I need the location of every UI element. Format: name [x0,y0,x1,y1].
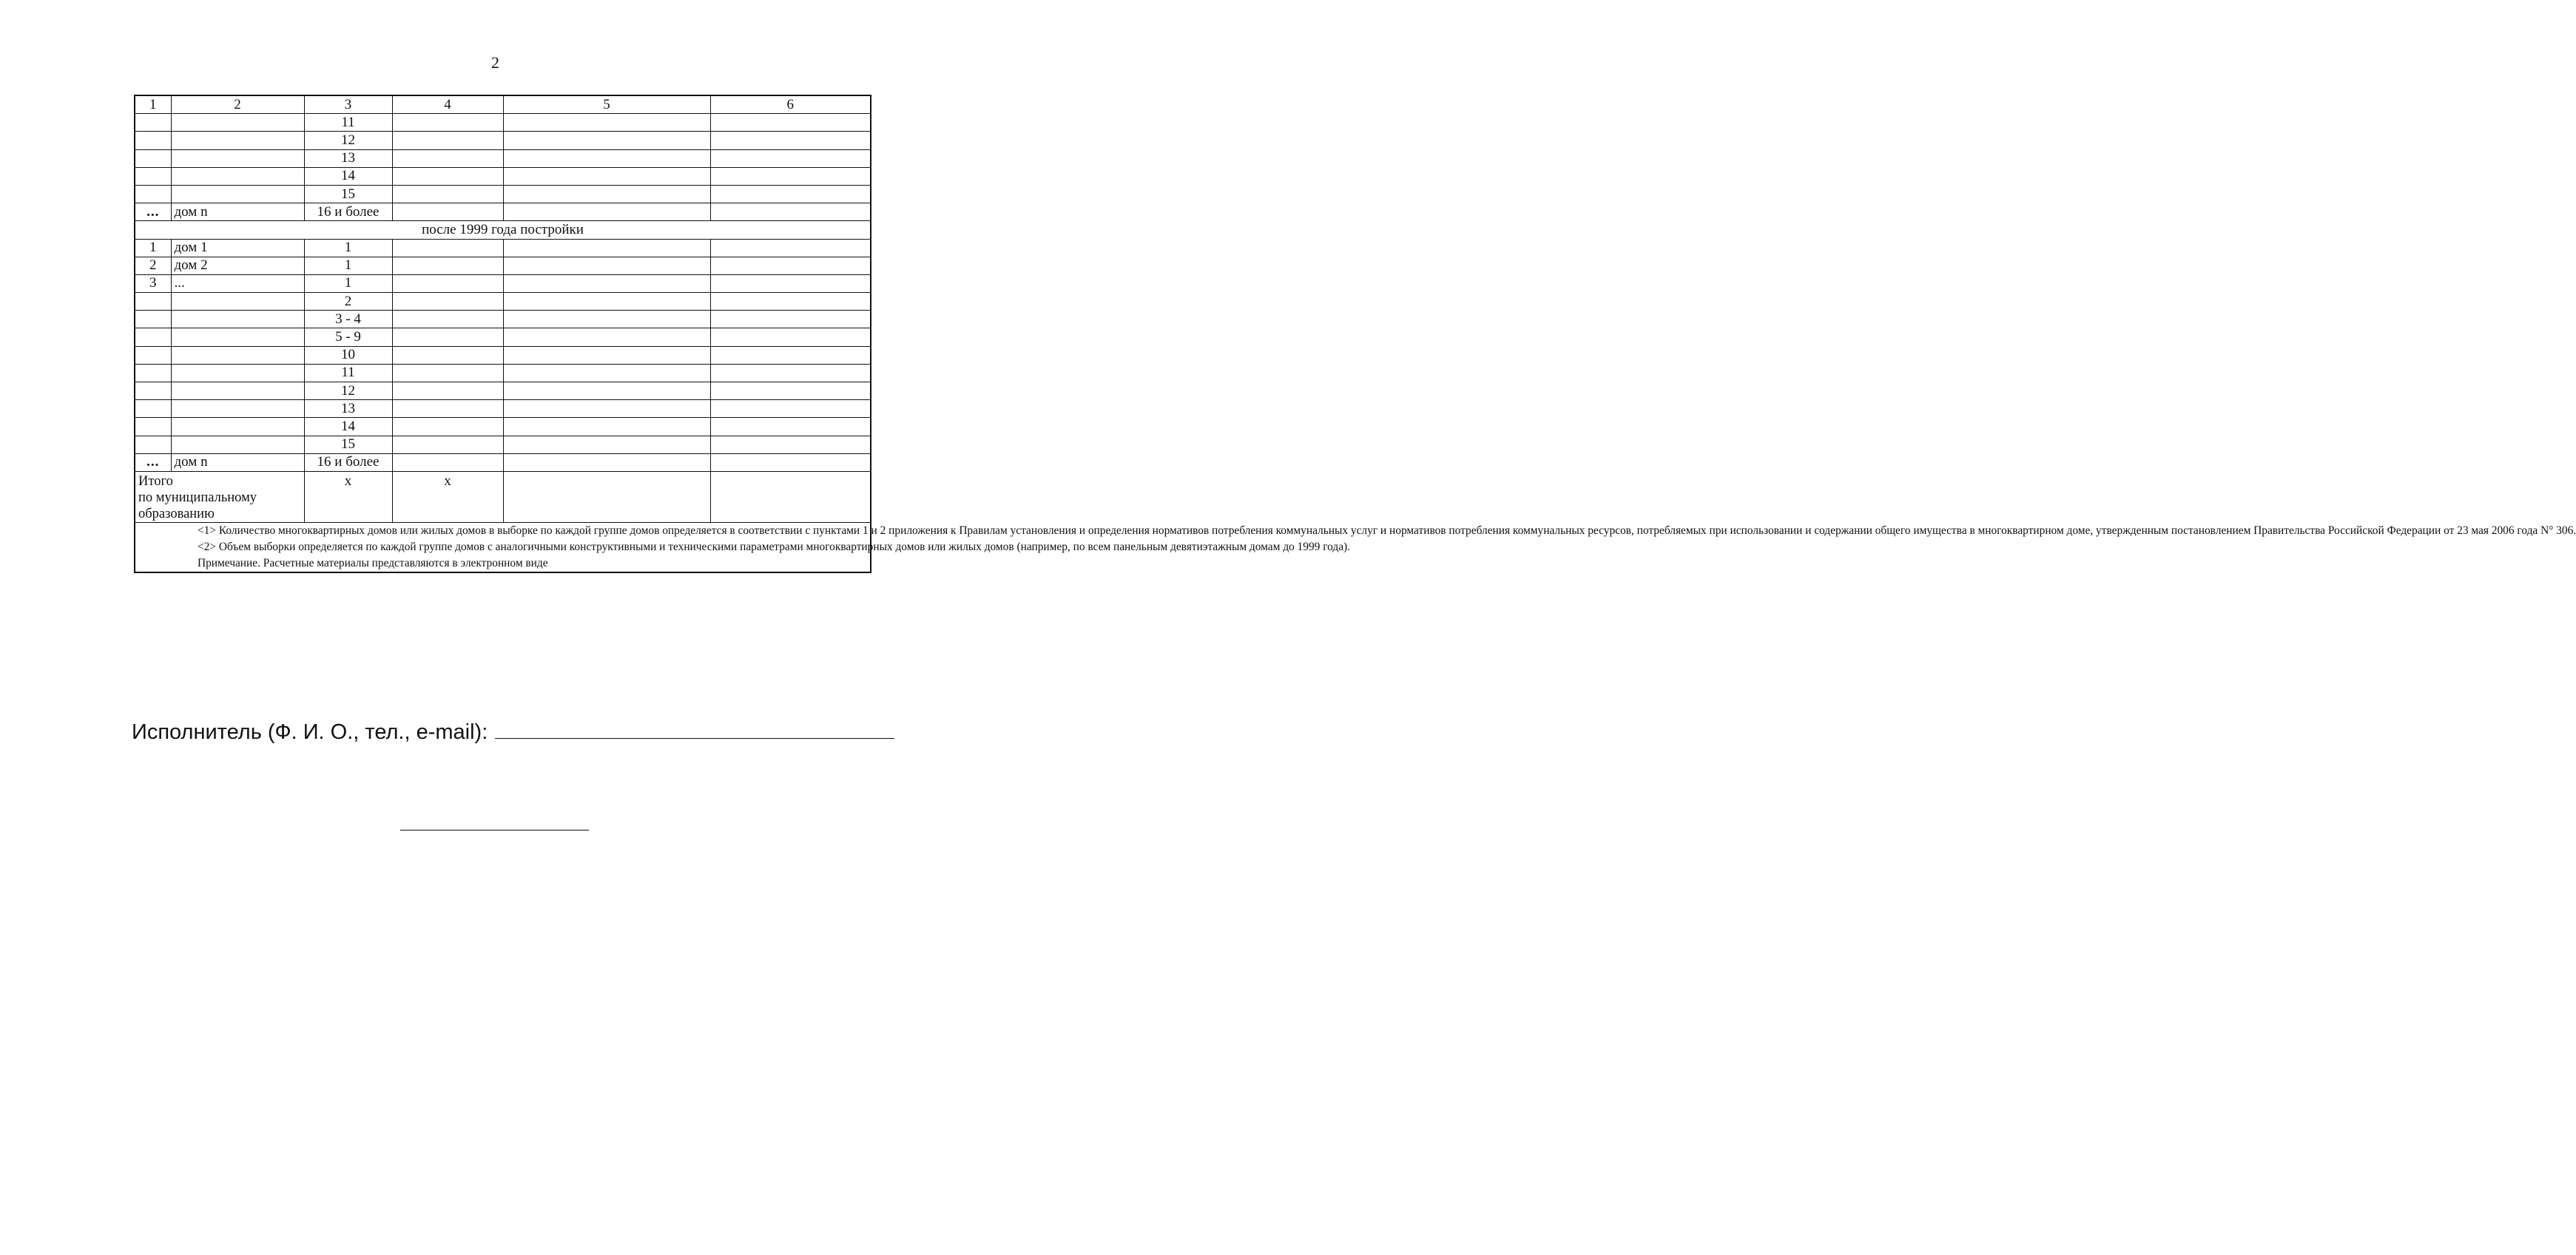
header-cell-3: 3 [304,95,392,114]
total-col3-cell: x [304,471,392,522]
row-number-cell: ... [135,203,171,221]
empty-cell-col-4 [392,364,503,382]
empty-cell-col-4 [392,400,503,418]
table-row [135,311,871,328]
empty-cell-col-4 [392,185,503,203]
empty-cell-col-4 [392,453,503,471]
floors-cell: 12 [304,132,392,149]
table-row [135,436,871,453]
empty-cell-col-6 [710,293,871,311]
empty-cell-col-6 [710,132,871,149]
total-label-line: образованию [138,506,215,521]
footnote-note2: <2> Объем выборки определяется по каждой группе домов с аналогичными конструктивными и техническими параметрами многоквартирных домов или жилых домов (например, по всем панельным девятиэтажным домам до 1999 года). [198,540,1351,553]
header-cell-2: 2 [171,95,304,114]
floors-cell: 15 [304,436,392,453]
house-name-cell: дом 1 [171,239,304,257]
house-name-cell [171,400,304,418]
empty-cell-col-4 [392,274,503,292]
row-number-cell [135,167,171,185]
table-row [135,114,871,132]
table-row [135,203,871,221]
empty-cell-col-5 [503,436,710,453]
total-col6-cell [710,471,871,522]
house-name-cell: дом n [171,203,304,221]
empty-cell-col-6 [710,453,871,471]
floors-cell: 16 и более [304,453,392,471]
house-name-cell [171,167,304,185]
empty-cell-col-5 [503,418,710,436]
row-number-cell [135,185,171,203]
row-number-cell: 1 [135,239,171,257]
floors-cell: 14 [304,418,392,436]
floors-cell: 13 [304,149,392,167]
total-label-cell [135,471,304,522]
empty-cell-col-5 [503,132,710,149]
floors-cell: 1 [304,274,392,292]
house-name-cell [171,149,304,167]
table-row [135,239,871,257]
empty-cell-col-6 [710,203,871,221]
empty-cell-col-4 [392,132,503,149]
header-cell-4: 4 [392,95,503,114]
table-row [135,418,871,436]
section-label: после 1999 года постройки [135,221,871,239]
row-number-cell: 3 [135,274,171,292]
section-row [135,221,871,239]
table-row [135,346,871,364]
empty-cell-col-6 [710,346,871,364]
empty-cell-col-6 [710,239,871,257]
empty-cell-col-5 [503,149,710,167]
empty-cell-col-6 [710,382,871,400]
empty-cell-col-5 [503,400,710,418]
empty-cell-col-6 [710,328,871,346]
floors-cell: 1 [304,239,392,257]
floors-cell: 10 [304,346,392,364]
table-row [135,453,871,471]
total-row [135,471,871,522]
empty-cell-col-6 [710,364,871,382]
empty-cell-col-5 [503,364,710,382]
empty-cell-col-5 [503,274,710,292]
row-number-cell [135,149,171,167]
house-name-cell: дом 2 [171,257,304,274]
table-row [135,167,871,185]
bottom-divider-line [400,830,589,831]
house-name-cell [171,132,304,149]
empty-cell-col-4 [392,418,503,436]
house-name-cell: ... [171,274,304,292]
footnote-note1: <1> Количество многоквартирных домов или жилых домов в выборке по каждой группе домов определяется в соответствии с пунктами 1 и 2 приложения к Правилам установления и определения нормативов потребления коммунальных услуг и нормативов потребления коммунальных ресурсов, потребляемых при использовании и содержании общего имущества в многоквартирном доме, утвержденным постановлением Правительства Российской Федерации от 23 мая 2006 года N° 306. [198,524,2576,537]
page-number: 2 [491,53,499,72]
signature-blank-field[interactable] [495,717,894,739]
row-number-cell [135,311,171,328]
empty-cell-col-4 [392,257,503,274]
table-row [135,274,871,292]
house-name-cell [171,185,304,203]
row-number-cell [135,114,171,132]
house-name-cell: дом n [171,453,304,471]
house-name-cell [171,311,304,328]
empty-cell-col-6 [710,185,871,203]
empty-cell-col-6 [710,418,871,436]
empty-cell-col-5 [503,346,710,364]
empty-cell-col-4 [392,328,503,346]
empty-cell-col-5 [503,203,710,221]
row-number-cell [135,328,171,346]
header-row [135,95,871,114]
empty-cell-col-4 [392,382,503,400]
signature-label: Исполнитель (Ф. И. О., тел., e-mail): [132,720,488,744]
house-name-cell [171,364,304,382]
empty-cell-col-4 [392,114,503,132]
floors-cell: 15 [304,185,392,203]
empty-cell-col-4 [392,149,503,167]
empty-cell-col-6 [710,436,871,453]
floors-cell: 2 [304,293,392,311]
empty-cell-col-5 [503,185,710,203]
row-number-cell [135,132,171,149]
row-number-cell: ... [135,453,171,471]
empty-cell-col-5 [503,167,710,185]
empty-cell-col-5 [503,257,710,274]
empty-cell-col-4 [392,346,503,364]
empty-cell-col-4 [392,203,503,221]
empty-cell-col-6 [710,311,871,328]
footnote-note3: Примечание. Расчетные материалы представляются в электронном виде [198,556,548,569]
notes-cell [135,522,2576,572]
row-number-cell [135,418,171,436]
empty-cell-col-5 [503,293,710,311]
floors-cell: 14 [304,167,392,185]
table-row [135,293,871,311]
empty-cell-col-5 [503,453,710,471]
house-name-cell [171,293,304,311]
header-cell-6: 6 [710,95,871,114]
table-row [135,149,871,167]
table-row [135,328,871,346]
table-row [135,364,871,382]
empty-cell-col-6 [710,274,871,292]
row-number-cell [135,293,171,311]
house-name-cell [171,418,304,436]
total-label-line: по муниципальному [138,490,257,505]
house-name-cell [171,346,304,364]
floors-cell: 13 [304,400,392,418]
total-label-line: Итого [138,473,173,489]
empty-cell-col-6 [710,114,871,132]
empty-cell-col-5 [503,382,710,400]
empty-cell-col-4 [392,239,503,257]
house-name-cell [171,382,304,400]
house-name-cell [171,436,304,453]
table-row [135,382,871,400]
empty-cell-col-6 [710,257,871,274]
total-col5-cell [503,471,710,522]
floors-cell: 5 - 9 [304,328,392,346]
empty-cell-col-6 [710,149,871,167]
data-table [134,95,2576,573]
signature-line [132,717,894,745]
row-number-cell [135,346,171,364]
empty-cell-col-5 [503,114,710,132]
row-number-cell: 2 [135,257,171,274]
header-cell-5: 5 [503,95,710,114]
house-name-cell [171,114,304,132]
house-name-cell [171,328,304,346]
row-number-cell [135,436,171,453]
header-cell-1: 1 [135,95,171,114]
notes-row [135,522,871,572]
floors-cell: 11 [304,364,392,382]
floors-cell: 12 [304,382,392,400]
empty-cell-col-4 [392,311,503,328]
floors-cell: 1 [304,257,392,274]
table-row [135,132,871,149]
empty-cell-col-5 [503,328,710,346]
empty-cell-col-4 [392,293,503,311]
table-row [135,400,871,418]
total-col4-cell: x [392,471,503,522]
empty-cell-col-6 [710,400,871,418]
empty-cell-col-5 [503,311,710,328]
floors-cell: 3 - 4 [304,311,392,328]
data-table-container [134,95,2576,573]
empty-cell-col-4 [392,167,503,185]
empty-cell-col-5 [503,239,710,257]
table-row [135,257,871,274]
empty-cell-col-4 [392,436,503,453]
table-row [135,185,871,203]
row-number-cell [135,364,171,382]
row-number-cell [135,382,171,400]
row-number-cell [135,400,171,418]
floors-cell: 11 [304,114,392,132]
empty-cell-col-6 [710,167,871,185]
floors-cell: 16 и более [304,203,392,221]
